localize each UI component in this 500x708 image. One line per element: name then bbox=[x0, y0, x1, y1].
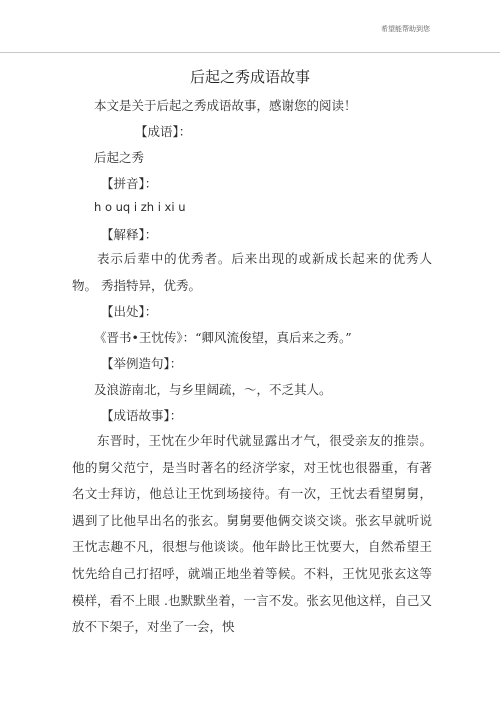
liju-text: 及浪游南北，与乡里阔疏，～，不乏其人。 bbox=[94, 382, 332, 397]
gushi-heading: 【成语故事】： bbox=[101, 408, 183, 423]
intro-text: 本文是关于后起之秀成语故事，感谢您的阅读！ bbox=[94, 98, 357, 113]
liju-heading: 【举例造句】： bbox=[101, 356, 183, 371]
page-title: 后起之秀成语故事 bbox=[189, 68, 310, 86]
jieshi-text: 表示后辈中的优秀者。后来出现的或新成长起来的优秀人物。 秀指特异，优秀。 bbox=[72, 251, 432, 293]
chuchu-text: 《晋书•王忱传》：“卿风流俊望，真后来之秀。” bbox=[94, 330, 352, 345]
chuchu-heading: 【出处】： bbox=[101, 304, 158, 319]
jieshi-heading: 【解释】： bbox=[101, 227, 158, 242]
header-tagline: 希望能帮助到您 bbox=[381, 25, 430, 33]
gushi-text: 东晋时，王忱在少年时代就显露出才气，很受亲友的推崇。他的舅父范宁，是当时著名的经济学家，对王忱也很器重，有著名文士拜访，他总让王忱到场接待。有一次，王忱去看望舅舅，遇到了比他早出名的张玄。舅舅要他俩交谈交谈。张玄早就听说王忱志趣不凡，很想与他谈谈。他年龄比王忱要大，自然希望王忱先给自己打招呼，就端正地坐着等候。不料，王忱见张玄这等模样，看不上眼 .也默默坐着，一言不发。张玄见他这样，自己又放不下架子，对坐了一会，怏 bbox=[72, 433, 432, 635]
pinyin-text: h o uq i zh i xi u bbox=[94, 200, 186, 214]
gushi-paragraph bbox=[72, 428, 432, 641]
chengyu-heading: 【成语】： bbox=[135, 124, 192, 139]
pinyin-heading: 【拼音】： bbox=[101, 176, 158, 191]
page-header bbox=[0, 0, 500, 53]
jieshi-paragraph bbox=[72, 246, 432, 299]
chengyu-text: 后起之秀 bbox=[94, 150, 145, 165]
